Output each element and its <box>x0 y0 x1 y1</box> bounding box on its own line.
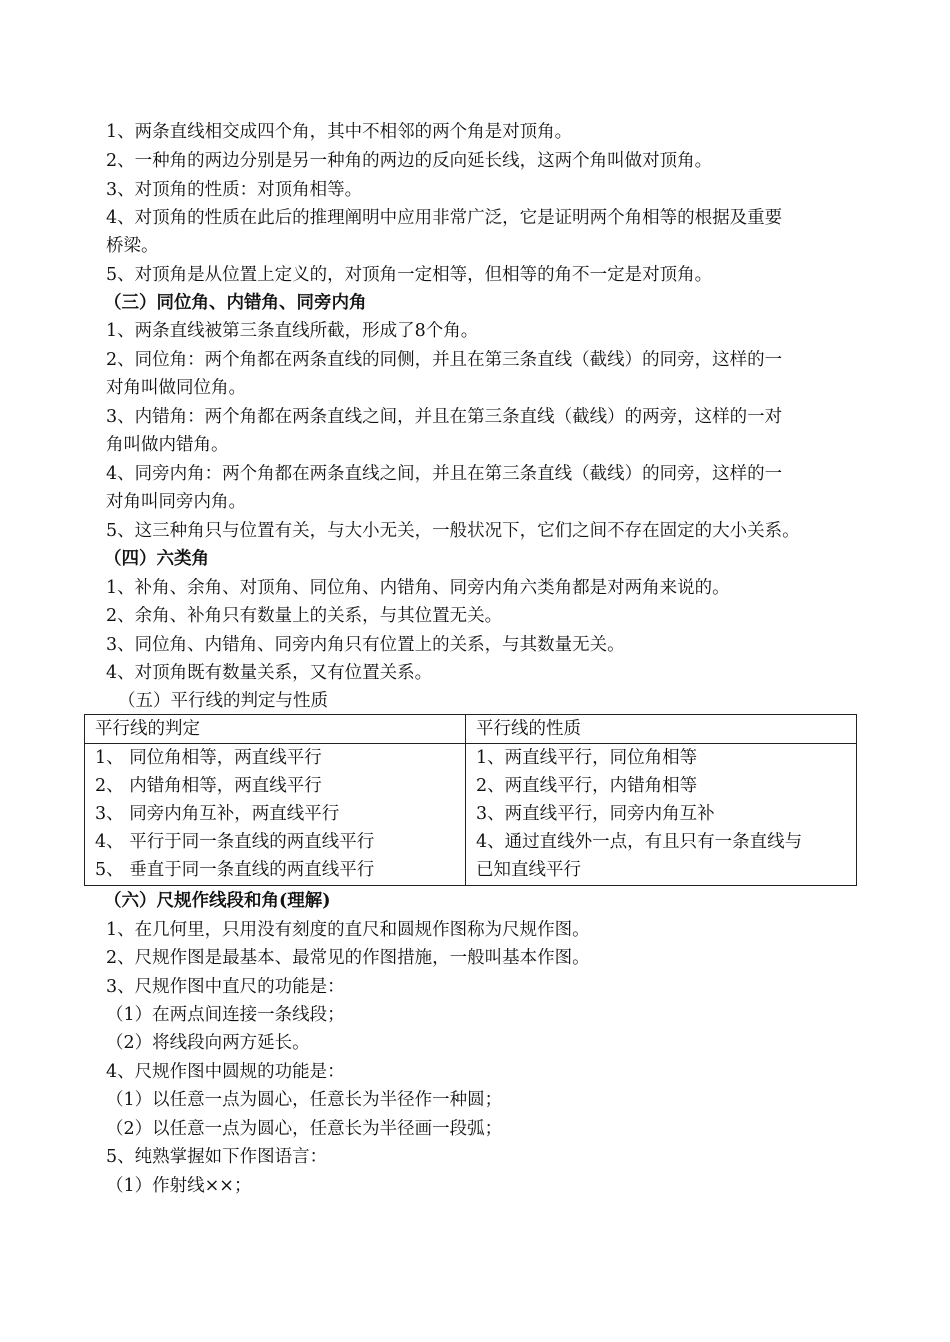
paragraph-line: 4、同旁内角：两个角都在两条直线之间，并且在第三条直线（截线）的同旁，这样的一 <box>106 464 783 484</box>
section-heading: （四）六类角 <box>104 549 209 569</box>
table-header-properties: 平行线的性质 <box>466 715 857 744</box>
paragraph-line: 1、两条直线被第三条直线所截，形成了8个角。 <box>106 321 479 341</box>
paragraph-line: 4、对顶角既有数量关系，又有位置关系。 <box>106 663 433 683</box>
paragraph-line: 对角叫同旁内角。 <box>106 492 246 512</box>
paragraph-line: 1、补角、余角、对顶角、同位角、内错角、同旁内角六类角都是对两角来说的。 <box>106 578 730 598</box>
table-row: 2、两直线平行，内错角相等 <box>476 776 698 796</box>
section-heading: （五）平行线的判定与性质 <box>118 691 328 711</box>
paragraph-line: 3、尺规作图中直尺的功能是： <box>106 977 345 997</box>
table-row: 3、两直线平行，同旁内角互补 <box>476 804 715 824</box>
table-header-judgement: 平行线的判定 <box>85 715 466 744</box>
paragraph-line: 3、内错角：两个角都在两条直线之间，并且在第三条直线（截线）的两旁，这样的一对 <box>106 407 783 427</box>
paragraph-line: 3、同位角、内错角、同旁内角只有位置上的关系，与其数量无关。 <box>106 635 625 655</box>
table-row: 5、 垂直于同一条直线的两直线平行 <box>95 860 375 880</box>
paragraph-line: 2、余角、补角只有数量上的关系，与其位置无关。 <box>106 606 503 626</box>
table-row: 1、两直线平行，同位角相等 <box>476 748 698 768</box>
paragraph-line: 5、这三种角只与位置有关，与大小无关，一般状况下，它们之间不存在固定的大小关系。 <box>106 521 800 541</box>
paragraph-line: 桥梁。 <box>106 236 159 256</box>
table-cell-judgement <box>85 744 466 886</box>
paragraph-line: （1）在两点间连接一条线段； <box>106 1005 345 1025</box>
paragraph-line: （1）作射线××； <box>106 1176 252 1196</box>
paragraph-line: 1、在几何里，只用没有刻度的直尺和圆规作图称为尺规作图。 <box>106 920 590 940</box>
table-row: 4、 平行于同一条直线的两直线平行 <box>95 832 375 852</box>
parallel-lines-table <box>84 714 857 886</box>
paragraph-line: 4、对顶角的性质在此后的推理阐明中应用非常广泛，它是证明两个角相等的根据及重要 <box>106 208 783 228</box>
paragraph-line: 4、尺规作图中圆规的功能是： <box>106 1062 345 1082</box>
paragraph-line: （2）以任意一点为圆心，任意长为半径画一段弧； <box>106 1119 503 1139</box>
table-row: 3、 同旁内角互补，两直线平行 <box>95 804 340 824</box>
paragraph-line: 角叫做内错角。 <box>106 435 229 455</box>
paragraph-line: 3、对顶角的性质：对顶角相等。 <box>106 180 363 200</box>
table-row: 1、 同位角相等，两直线平行 <box>95 748 322 768</box>
table-row: 4、通过直线外一点，有且只有一条直线与 <box>476 832 803 852</box>
paragraph-line: 2、一种角的两边分别是另一种角的两边的反向延长线，这两个角叫做对顶角。 <box>106 151 713 171</box>
paragraph-line: （1）以任意一点为圆心，任意长为半径作一种圆； <box>106 1090 503 1110</box>
paragraph-line: 对角叫做同位角。 <box>106 378 246 398</box>
section-heading: （六）尺规作线段和角(理解) <box>104 891 331 911</box>
paragraph-line: 1、两条直线相交成四个角，其中不相邻的两个角是对顶角。 <box>106 122 573 142</box>
paragraph-line: 5、纯熟掌握如下作图语言： <box>106 1147 328 1167</box>
table-row: 2、 内错角相等，两直线平行 <box>95 776 322 796</box>
paragraph-line: 5、对顶角是从位置上定义的，对顶角一定相等，但相等的角不一定是对顶角。 <box>106 265 713 285</box>
paragraph-line: 2、同位角：两个角都在两条直线的同侧，并且在第三条直线（截线）的同旁，这样的一 <box>106 350 783 370</box>
paragraph-line: （2）将线段向两方延长。 <box>106 1033 310 1053</box>
table-row: 已知直线平行 <box>476 860 581 880</box>
table-cell-properties <box>466 744 857 886</box>
section-heading: （三）同位角、内错角、同旁内角 <box>104 293 367 313</box>
paragraph-line: 2、尺规作图是最基本、最常见的作图措施，一般叫基本作图。 <box>106 948 590 968</box>
